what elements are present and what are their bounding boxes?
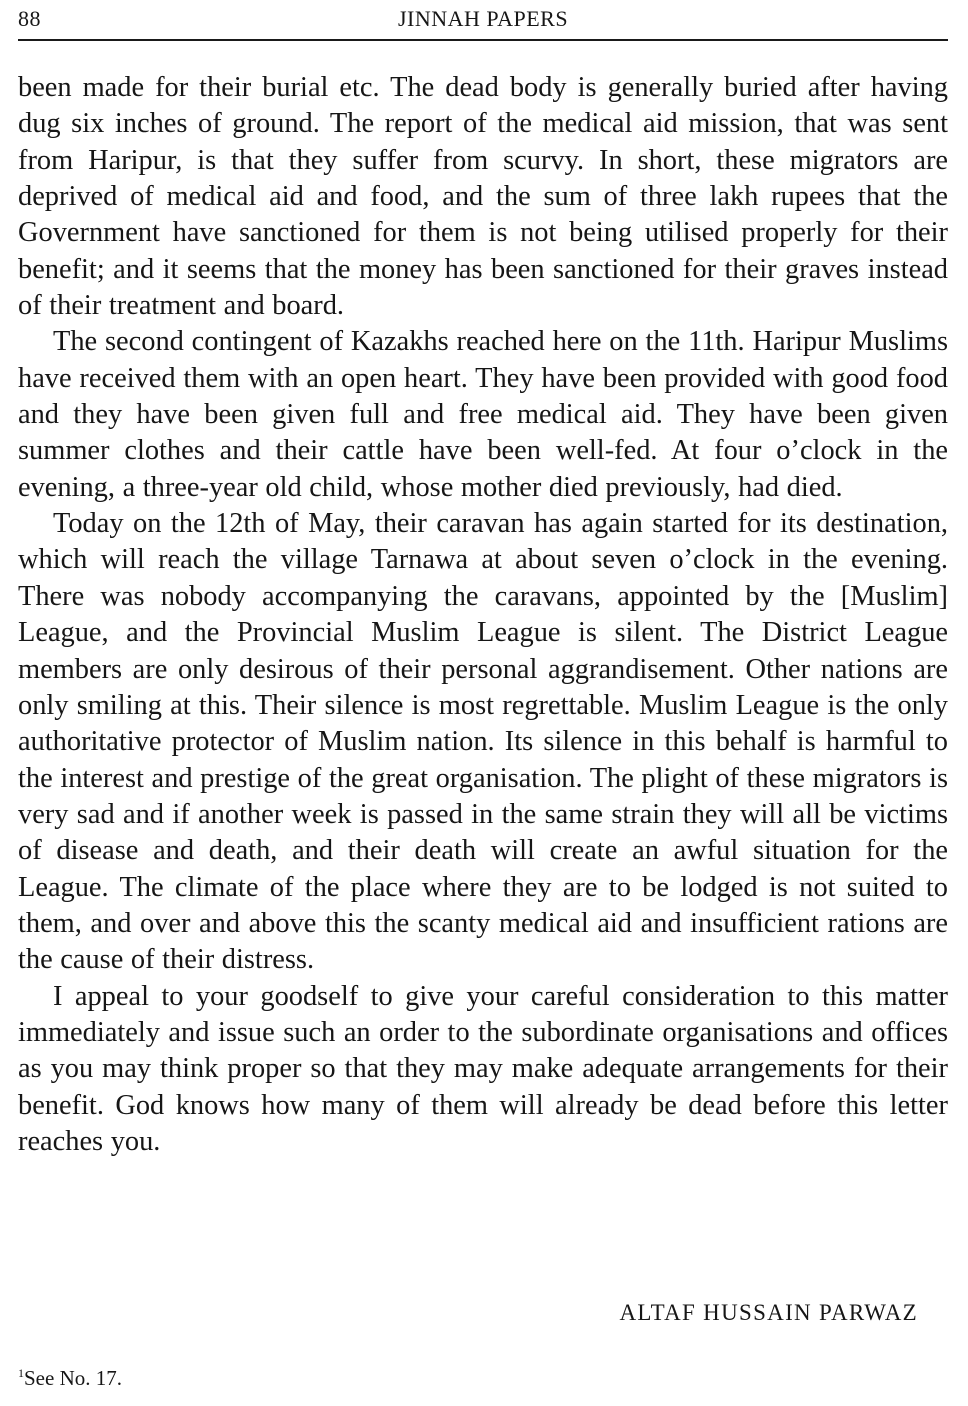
paragraph-continued: been made for their burial etc. The dead body is generally buried after having dug six inches of ground. The report of the medical aid mission, that was sent from Haripur, is that they suffer from scurvy. In short, these migrators are deprived of medical aid and food, and the sum of three lakh rupees that the Government have sanctioned for them is not being utilised properly for their benefit; and it seems that the money has been sanctioned for their graves instead of their treatment and board. <box>18 72 948 322</box>
signature: ALTAF HUSSAIN PARWAZ <box>619 1300 918 1325</box>
paragraph-second-contingent: The second contingent of Kazakhs reached here on the 11th. Haripur Muslims have received them with an open heart. They have been provided with good food and they have been given full and free medical aid. They have been given summer clothes and their cattle have been well-fed. At four o’clock in the evening, a three-year old child, whose mother died previously, had died. <box>18 326 948 503</box>
running-title: JINNAH PAPERS <box>397 6 569 31</box>
footnote <box>18 1366 122 1391</box>
footnote-marker: 1 <box>18 1366 24 1380</box>
paragraph-appeal: I appeal to your goodself to give your careful consideration to this matter immediately and issue such an order to the subordinate organisations and offices as you may think proper so that they may make adequate arrangements for their benefit. God knows how many of them will already be dead before this letter reaches you. <box>18 980 948 1157</box>
page-number: 88 <box>18 6 41 31</box>
header-rule <box>18 39 948 41</box>
page-header <box>18 4 948 44</box>
footnote-text: See No. 17. <box>24 1366 122 1390</box>
paragraph-caravan: Today on the 12th of May, their caravan has again started for its destination, which will reach the village Tarnawa at about seven o’clock in the evening. There was nobody accompanying the caravans, appointed by the [Muslim] League, and the Provincial Muslim League is silent. The District League members are only desirous of their personal aggrandisement. Other nations are only smiling at this. Their silence is most regrettable. Muslim League is the only authoritative protector of Muslim nation. Its silence in this behalf is harmful to the interest and prestige of the great organisation. The plight of these migrators is very sad and if another week is passed in the same strain they will all be victims of disease and death, and their death will create an awful situation for the League. The climate of the place where they are to be lodged is not suited to them, and over and above this the scanty medical aid and insufficient rations are the cause of their distress. <box>18 508 948 976</box>
letter-body <box>18 70 948 1160</box>
